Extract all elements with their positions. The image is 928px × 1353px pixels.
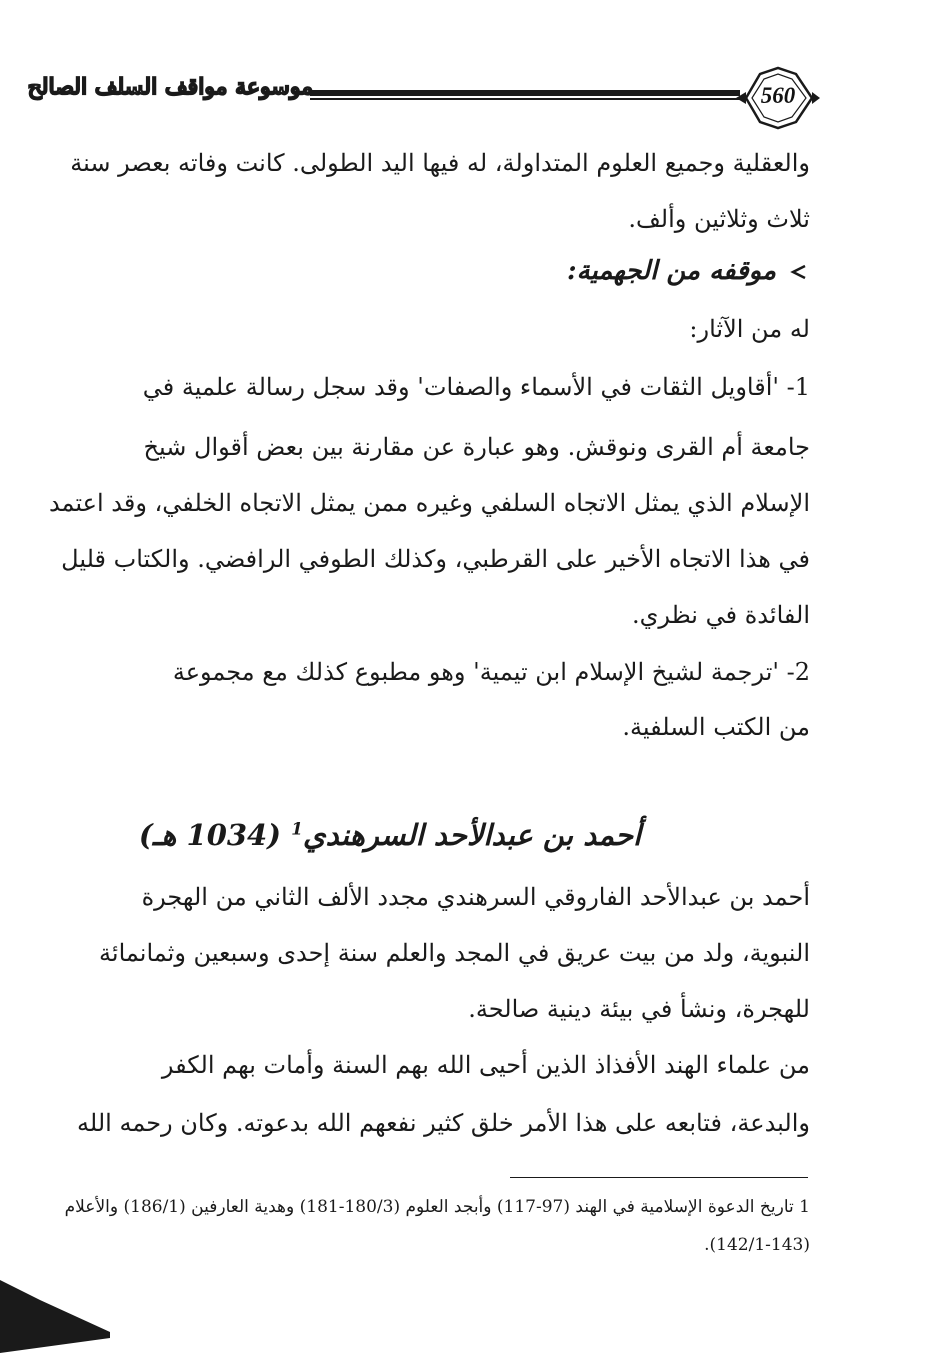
bio-heading-date: (1034 هـ) <box>138 818 281 852</box>
book-title: موسوعة مواقف السلف الصالح <box>27 74 313 100</box>
text-line: والعقلية وجميع العلوم المتداولة، له فيها اليد الطولى. كانت وفاته بعصر سنة <box>70 149 810 177</box>
text-line: الإسلام الذي يمثل الاتجاه السلفي وغيره ممن يمثل الاتجاه الخلفي، وقد اعتمد <box>48 489 810 517</box>
page-number: 560 <box>760 83 796 108</box>
text-line: النبوية، ولد من بيت عريق في المجد والعلم سنة إحدى وسبعين وثمانمائة <box>99 939 810 967</box>
text-line: للهجرة، ونشأ في بيئة دينية صالحة. <box>468 995 810 1023</box>
text-line: 2- 'ترجمة لشيخ الإسلام ابن تيمية' وهو مطبوع كذلك مع مجموعة <box>172 658 810 686</box>
works-intro: له من الآثار: <box>689 315 810 343</box>
section-heading <box>567 256 808 286</box>
arrowhead-bullet-icon <box>790 263 808 281</box>
bio-heading-name: أحمد بن عبدالأحد السرهندي <box>302 818 642 852</box>
header-rule <box>310 90 740 102</box>
footnote-line: 1 تاريخ الدعوة الإسلامية في الهند (97-117) وأبجد العلوم (180/3-181) وهدية العارفين (186/1) والأعلام <box>64 1197 810 1217</box>
footnote-line: (142/1-143). <box>704 1235 810 1255</box>
text-line: من الكتب السلفية. <box>622 713 810 741</box>
bio-heading <box>100 818 680 852</box>
text-line: أحمد بن عبدالأحد الفاروقي السرهندي مجدد الألف الثاني من الهجرة <box>141 883 810 911</box>
text-line: 1- 'أقاويل الثقات في الأسماء والصفات' وقد سجل رسالة علمية في <box>142 373 810 401</box>
text-line: جامعة أم القرى ونوقش. وهو عبارة عن مقارنة بين بعض أقوال شيخ <box>143 433 810 461</box>
section-heading-text: موقفه من الجهمية: <box>566 256 776 286</box>
footnote-marker: 1 <box>291 819 303 840</box>
text-line: ثلاث وثلاثين وألف. <box>628 205 810 233</box>
page-number-badge <box>736 66 820 130</box>
scan-edge-shadow <box>0 1280 120 1353</box>
page-header <box>27 60 818 140</box>
text-line: والبدعة، فتابعه على هذا الأمر خلق كثير نفعهم الله بدعوته. وكان رحمه الله <box>77 1109 810 1137</box>
text-line: في هذا الاتجاه الأخير على القرطبي، وكذلك الطوفي الرافضي. والكتاب قليل <box>61 545 810 573</box>
text-line: الفائدة في نظري. <box>631 601 810 629</box>
text-line: من علماء الهند الأفذاذ الذين أحيى الله بهم السنة وأمات بهم الكفر <box>161 1051 810 1079</box>
footnote-separator <box>510 1177 808 1178</box>
